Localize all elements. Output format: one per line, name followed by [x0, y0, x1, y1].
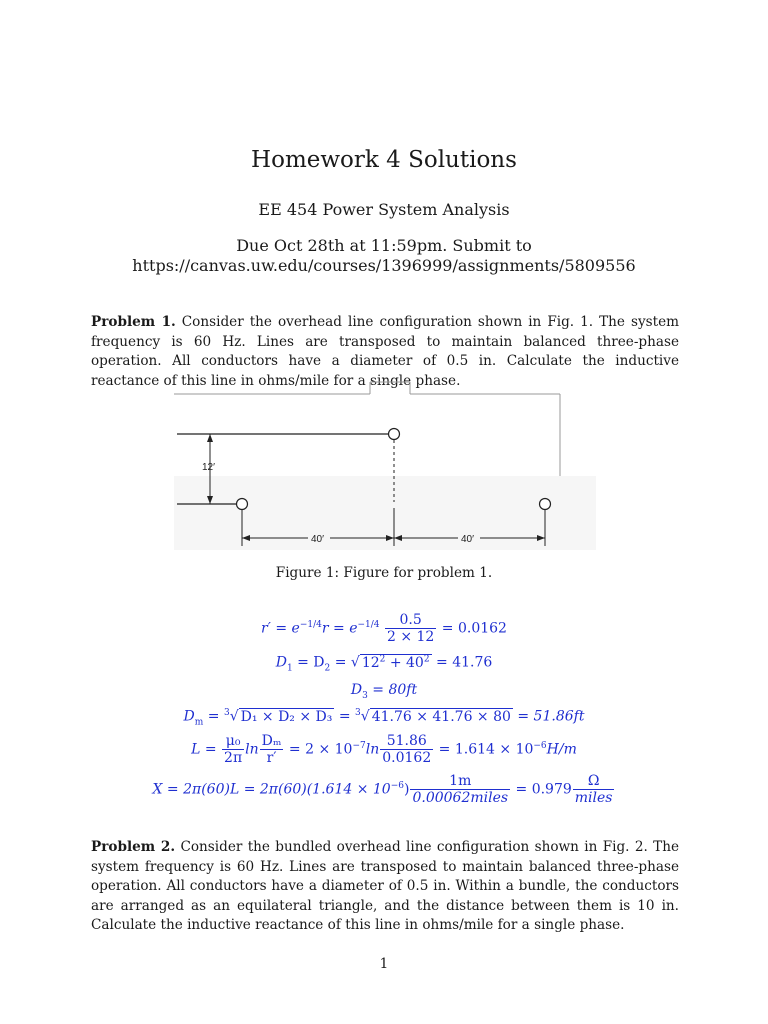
fraction: $\frac{1m}{\text{0.00062miles}}$: [412, 773, 509, 806]
figure-1: [174, 378, 596, 550]
due-block: [0, 236, 768, 276]
scan-shade: [174, 476, 596, 550]
left-conductor: [237, 499, 248, 510]
submission-url[interactable]: https://canvas.uw.edu/courses/1396999/assignments/5809556: [132, 256, 636, 275]
due-line: Due Oct 28th at 11:59pm. Submit to: [236, 236, 532, 255]
page-number: 1: [379, 956, 389, 972]
vertical-label: 12′: [202, 462, 215, 473]
equation-inductance: L = $\frac{\text{μ₀}}{2\pi}$ ln $\frac{\text{Dₘ}}{r'}$ = $2 \times 10^{-7}\ln$ $\frac{51.86}{0.0162}$ = $1.614 \times 10^{-6}H/m$: [191, 733, 577, 766]
equation-r-prime: $r' = e^{-1/4}r = e^{-1/4}$ $\frac{0.5}{2 \times 12}$ = 0.0162: [261, 612, 507, 645]
document-title: Homework 4 Solutions: [251, 147, 517, 173]
top-conductor: [389, 429, 400, 440]
fraction: $\frac{\text{μ₀}}{2\pi}$: [224, 733, 243, 766]
fraction: $\frac{51.86}{0.0162}$: [382, 733, 432, 766]
radicand: D₁ × D₂ × D₃: [240, 708, 333, 725]
fraction: $\frac{0.5}{2 \times 12}$: [386, 612, 435, 645]
vertical-arrow-top: [207, 434, 213, 442]
problem-1-text: Consider the overhead line configuration shown in Fig. 1. The system frequency is 60 Hz. Lines are transposed to maintain balanced three-phase operation. All conductors have a diameter of 0.5 in. Calculate the inductive reactance of this line in ohms/mile for a single phase.: [91, 314, 679, 389]
problem-2: [91, 838, 679, 936]
equation-d3: $D_3 = 80ft$: [350, 682, 418, 701]
radicand: 41.76 × 41.76 × 80: [371, 708, 511, 725]
left-span-label: 40′: [311, 534, 324, 545]
fraction: $\frac{\text{Dₘ}}{r'}$: [261, 733, 282, 766]
equation-reactance: $X = 2\pi(60)L = 2\pi(60)(1.614 \times 10^{-6})$ $\frac{1m}{\text{0.00062miles}}$ = 0.979 $\frac{\Omega}{\text{miles}}$: [152, 773, 613, 806]
right-conductor: [540, 499, 551, 510]
radicand: $12^2 + 40^2$: [361, 654, 430, 671]
problem-1-label: Problem 1.: [91, 314, 176, 330]
fraction: $\frac{\Omega}{\text{miles}}$: [574, 773, 613, 806]
course-name: EE 454 Power System Analysis: [258, 200, 510, 219]
equation-dm: $D_m = ^3√$ D₁ × D₂ × D₃ = $^3$√ 41.76 × 41.76 × 80 = 51.86ft: [183, 708, 585, 728]
figure-caption: Figure 1: Figure for problem 1.: [275, 565, 493, 581]
line-configuration-diagram: [174, 378, 596, 550]
right-span-label: 40′: [461, 534, 474, 545]
problem-2-text: Consider the bundled overhead line configuration shown in Fig. 2. The system frequency is 60 Hz. Lines are transposed to maintain balanced three-phase operation. All conductors have a diameter of 0.5 in. Within a bundle, the conductors are arranged as an equilateral triangle, and the distance between them is 10 in. Calculate the inductive reactance of this line in ohms/mile for a single phase.: [91, 839, 680, 933]
equation-d1-d2: $D_1 = D_2$ = √ $12^2 + 40^2 = 41.76$: [275, 654, 493, 674]
problem-2-label: Problem 2.: [91, 839, 176, 855]
